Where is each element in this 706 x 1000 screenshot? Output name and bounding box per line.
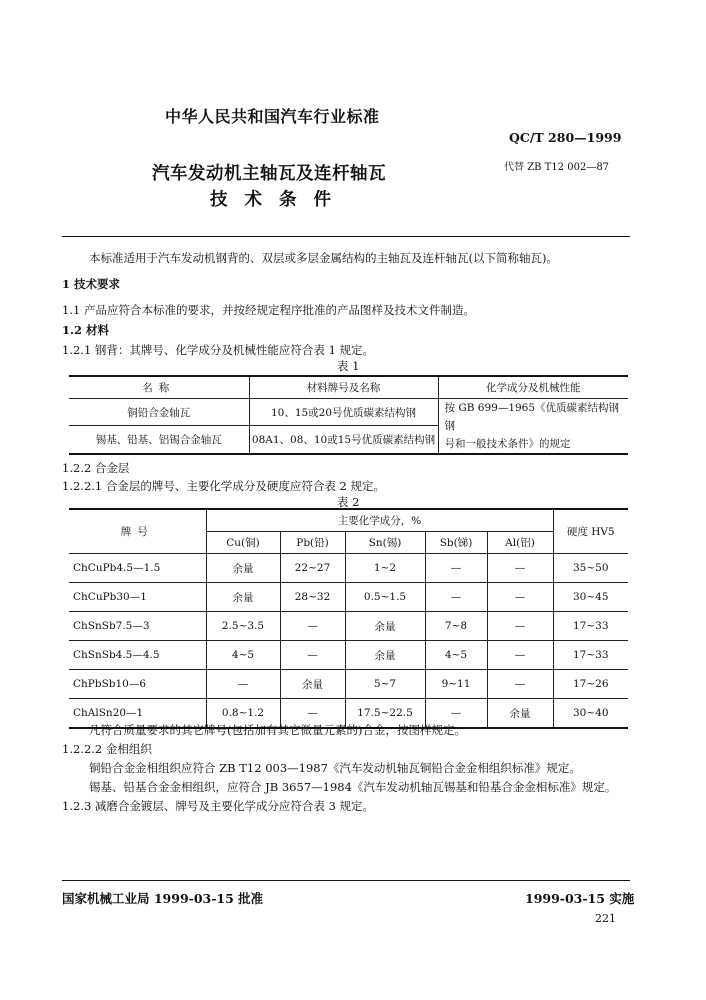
table-1-header-properties: 化学成分及机械性能 xyxy=(438,376,628,399)
table-2-cell: 0.5~1.5 xyxy=(345,583,425,612)
table-row xyxy=(69,399,628,426)
table-2-cell: — xyxy=(425,583,487,612)
table-2-cell: — xyxy=(280,641,345,670)
table-1-merged-cell xyxy=(438,399,628,455)
table-2-cell: 余量 xyxy=(345,612,425,641)
table-1-cell: 08A1、08、10或15号优质碳素结构钢 xyxy=(249,426,438,454)
table-2-cell: 2.5~3.5 xyxy=(206,612,280,641)
page-number: 221 xyxy=(595,912,616,925)
table-2-cell: 0.8~1.2 xyxy=(206,699,280,729)
table-2-cell: — xyxy=(280,612,345,641)
table-1-merged-line: 号和一般技术条件》的规定 xyxy=(444,438,571,450)
table-2-cell: 17.5~22.5 xyxy=(345,699,425,729)
table-2-cell: — xyxy=(425,699,487,729)
clause-1-1: 1.1 产品应符合本标准的要求，并按经规定程序批准的产品图样及技术文件制造。 xyxy=(62,303,475,317)
table-2-cell: — xyxy=(487,612,553,641)
table-2-cell: — xyxy=(206,670,280,699)
document-subtitle: 技术条件 xyxy=(210,190,348,210)
table-2-cell: — xyxy=(280,699,345,729)
document-title: 汽车发动机主轴瓦及连杆轴瓦 xyxy=(152,164,386,184)
replaces-standard: 代替 ZB T12 002—87 xyxy=(504,162,610,173)
clause-1-2-1: 1.2.1 钢背：其牌号、化学成分及机械性能应符合表 1 规定。 xyxy=(62,343,375,357)
metallography-copper-lead: 铜铅合金金相组织应符合 ZB T12 003—1987《汽车发动机轴瓦铜铅合金金相组织标准》规定。 xyxy=(89,761,581,775)
table-2-cell: ChCuPb30—1 xyxy=(69,583,206,612)
table-2-cell: 余量 xyxy=(206,583,280,612)
table-2-cell: 28~32 xyxy=(280,583,345,612)
scope-paragraph: 本标准适用于汽车发动机钢背的、双层或多层金属结构的主轴瓦及连杆轴瓦(以下简称轴瓦)。 xyxy=(89,251,558,265)
table-row xyxy=(69,670,628,699)
table-1-cell: 锡基、铅基、铝锡合金轴瓦 xyxy=(69,426,249,454)
table-row xyxy=(69,612,628,641)
table-2-cell: 30~40 xyxy=(553,699,628,729)
table-2-cell: ChSnSb4.5—4.5 xyxy=(69,641,206,670)
header-divider xyxy=(62,236,630,237)
table-2-cell: 余量 xyxy=(345,641,425,670)
table-2-cell: 4~5 xyxy=(206,641,280,670)
table-2-cell: 35~50 xyxy=(553,554,628,583)
clause-1-2-2-1: 1.2.2.1 合金层的牌号、主要化学成分及硬度应符合表 2 规定。 xyxy=(62,479,386,493)
clause-1-2-2-heading: 1.2.2 合金层 xyxy=(62,461,130,475)
clause-1-2-heading: 1.2 材料 xyxy=(62,323,110,337)
other-grades-note: 凡符合质量要求的其它牌号(包括加有其它微量元素的)合金，按图样规定。 xyxy=(89,723,466,737)
table-1-header-name: 名称 xyxy=(69,376,249,399)
table-1-cell: 铜铅合金轴瓦 xyxy=(69,399,249,426)
table-2-caption: 表 2 xyxy=(337,495,360,509)
metallography-tin-lead: 锡基、铅基合金金相组织，应符合 JB 3657—1984《汽车发动机轴瓦锡基和铅基合金金相标准》规定。 xyxy=(89,780,617,794)
table-2-cell: ChSnSb7.5—3 xyxy=(69,612,206,641)
table-1 xyxy=(69,375,628,455)
table-2-cell: 4~5 xyxy=(425,641,487,670)
table-2-cell: 30~45 xyxy=(553,583,628,612)
standard-number: QC/T 280—1999 xyxy=(509,130,622,145)
table-2-cell: 余量 xyxy=(206,554,280,583)
table-2-header-hardness: 硬度 HV5 xyxy=(553,509,628,554)
table-2-cell: 余量 xyxy=(487,699,553,729)
table-2-cell: 5~7 xyxy=(345,670,425,699)
table-row xyxy=(69,554,628,583)
table-2-cell: — xyxy=(487,670,553,699)
footer-divider xyxy=(62,880,630,881)
table-2-subheader-cu: Cu(铜) xyxy=(206,532,280,554)
table-1-caption: 表 1 xyxy=(337,359,360,373)
effective-date: 1999-03-15 实施 xyxy=(525,891,635,906)
table-2-cell: — xyxy=(487,554,553,583)
table-2-cell: — xyxy=(487,641,553,670)
section-1-heading: 1 技术要求 xyxy=(62,277,121,291)
table-2-subheader-sb: Sb(锑) xyxy=(425,532,487,554)
table-2-cell: ChPbSb10—6 xyxy=(69,670,206,699)
table-2-header-grade: 牌号 xyxy=(69,509,206,554)
table-2-cell: 22~27 xyxy=(280,554,345,583)
table-2-cell: — xyxy=(487,583,553,612)
table-2-cell: — xyxy=(425,554,487,583)
table-2-subheader-al: Al(铝) xyxy=(487,532,553,554)
table-row xyxy=(69,583,628,612)
table-1-header-material: 材料牌号及名称 xyxy=(249,376,438,399)
table-2-cell: ChAlSn20—1 xyxy=(69,699,206,729)
table-2-cell: ChCuPb4.5—1.5 xyxy=(69,554,206,583)
table-2-cell: 1~2 xyxy=(345,554,425,583)
clause-1-2-3: 1.2.3 减磨合金镀层、牌号及主要化学成分应符合表 3 规定。 xyxy=(62,799,375,813)
issuing-organization: 中华人民共和国汽车行业标准 xyxy=(165,107,380,126)
table-2-cell: 17~33 xyxy=(553,641,628,670)
table-2-cell: 余量 xyxy=(280,670,345,699)
approval-line: 国家机械工业局 1999-03-15 批准 xyxy=(62,891,264,906)
table-2-cell: 9~11 xyxy=(425,670,487,699)
clause-1-2-2-2-heading: 1.2.2.2 金相组织 xyxy=(62,742,152,756)
table-2 xyxy=(69,508,628,729)
table-1-merged-line: 按 GB 699—1965《优质碳素结构钢钢 xyxy=(444,402,620,432)
table-2-header-composition: 主要化学成分，% xyxy=(206,509,553,532)
table-row xyxy=(69,641,628,670)
table-2-cell: 17~26 xyxy=(553,670,628,699)
table-2-subheader-pb: Pb(铅) xyxy=(280,532,345,554)
table-2-cell: 7~8 xyxy=(425,612,487,641)
table-1-cell: 10、15或20号优质碳素结构钢 xyxy=(249,399,438,426)
table-2-cell: 17~33 xyxy=(553,612,628,641)
table-2-subheader-sn: Sn(锡) xyxy=(345,532,425,554)
